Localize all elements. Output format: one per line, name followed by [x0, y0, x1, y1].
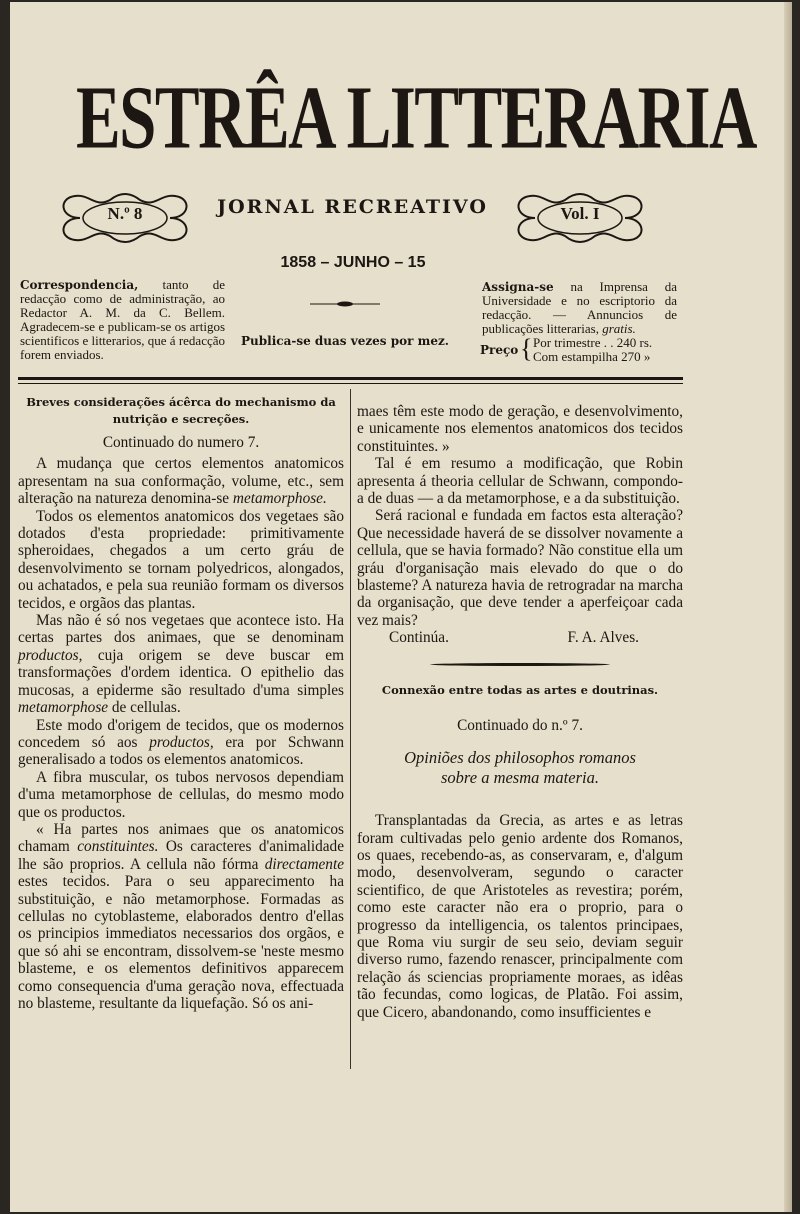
price-label: Preço: [480, 343, 519, 357]
column-divider: [350, 389, 351, 1069]
paragraph: Este modo d'origem de tecidos, que os modernos concedem só aos productos, era por Schwann generalisado a todos os elementos anatomicos.: [18, 716, 344, 769]
rule-ornament-icon: [310, 301, 380, 307]
author-name: F. A. Alves.: [567, 629, 639, 647]
paragraph: Tal é em resumo a modificação, que Robin apresenta á theoria cellular de Schwann, compondo-a de duas — a da metamorphose, e a da substituição.: [357, 455, 683, 508]
subscription-text: na Imprensa da Universidade e no escriptorio da redacção. — Annuncios de publicações litterarias,: [482, 279, 677, 336]
masthead-title: ESTRÊA LITTERARIA: [76, 66, 756, 168]
issue-date: 1858 – JUNHO – 15: [280, 254, 426, 271]
paragraph: Todos os elementos anatomicos dos vegetaes são dotados d'esta propriedade: primitivamente spheroidaes, chegados a um certo gráu de desenvolvimento se tornam polyedricos, alongados, ou achatados, e pela sua reunião formam os diversos tecidos, e orgãos das plantas.: [18, 507, 344, 612]
subscription-lead: Assigna-se: [482, 280, 554, 294]
paragraph: maes têm este modo de geração, e desenvolvimento, e unicamente nos elementos anatomicos dos tecidos constituintes. »: [357, 403, 683, 455]
continued-note: Continuado do n.º 7.: [457, 716, 583, 734]
continues-note: Continúa.: [389, 629, 449, 647]
paragraph: Será racional e fundada em factos esta alteração? Que necessidade haverá de se dissolver novamente a cellula, que se havia formado? Não constitue ella um gráu d'organisação mais elevado do que o do blasteme? A natureza havia de retrogradar na marcha da organisação, que deve tender a aperfeiçoar cada vez mais?: [357, 507, 683, 629]
continued-note: Continuado do numero 7.: [102, 434, 260, 451]
paragraph: « Ha partes nos animaes que os anatomicos chamam constituintes. Os caracteres d'animalidade lhe são proprios. A cellula não fórma directamente estes tecidos. Para o seu apparecimento ha substituição, e não metamorphose. Formadas as cellulas no cytoblasteme, elaborados dentro d'ellas os principios immediatos necessarios dos orgãos, e que só ahi se encontram, dissolvem-se 'neste mesmo blasteme, e os elementos definitivos apparecem como consequencia d'uma geração nova, effectuada no blasteme, resultante da liquefação. Só os ani-: [18, 820, 344, 1012]
issue-number: N.º 8: [107, 204, 143, 223]
article-signature: [357, 629, 683, 646]
publication-frequency: Publica-se duas vezes por mez.: [241, 334, 449, 348]
section-separator: [430, 663, 610, 666]
correspondence-lead: Correspondencia,: [20, 278, 139, 292]
price-stamped: Com estampilha 270 »: [533, 349, 651, 364]
subscription-notice: [482, 280, 677, 336]
article-subtitle: Opiniões dos philosophos romanos sobre a mesma materia.: [404, 748, 636, 788]
newspaper-page: [10, 2, 792, 1212]
volume-number: Vol. I: [560, 204, 600, 223]
paragraph: A fibra muscular, os tubos nervosos dependiam d'uma metamorphose de cellulas, do mesmo modo que os productos.: [18, 768, 344, 821]
volume-cartouche: [505, 178, 655, 258]
paragraph: A mudança que certos elementos anatomicos apresentam na sua conformação, volume, etc., sem alteração na natureza denomina-se metamorphose.: [18, 455, 344, 508]
left-column: [18, 394, 344, 1012]
subscription-gratis: gratis.: [602, 321, 636, 336]
correspondence-text: tanto de redacção como de administração, ao Redactor A. M. da C. Bellem. Agradecem-se e publicam-se os artigos scientificos e litterarios, que á redacção forem enviados.: [20, 277, 226, 362]
right-column: [357, 403, 683, 1021]
paragraph: Mas não é só nos vegetaes que acontece isto. Ha certas partes dos animaes, que se denominam productos, cuja origem se deve buscar em transformações d'ordem identica. O epithelio das mucosas, a epiderme são resultado d'uma simples metamorphose de cellulas.: [18, 612, 344, 717]
article-heading: Connexão entre todas as artes e doutrinas.: [381, 682, 659, 697]
brace-icon: {: [520, 334, 533, 363]
journal-subtitle: JORNAL RECREATIVO: [217, 196, 488, 218]
header-rule-thick: [18, 377, 683, 380]
correspondence-notice: [20, 278, 225, 362]
price-quarterly: Por trimestre . . 240 rs.: [533, 335, 653, 350]
article-heading: Breves considerações ácêrca do mechanismo da nutrição e secreções.: [26, 395, 336, 426]
issue-number-cartouche: [50, 178, 200, 258]
page-edge: [784, 2, 792, 1212]
header-rule-thin: [18, 383, 683, 384]
paragraph: Transplantadas da Grecia, as artes e as letras foram cultivadas pelo genio ardente dos Romanos, os quaes, recebendo-as, as conservaram, e, d'algum modo, desenvolveram, segundo o caracter scientifico, de que Aristoteles as revestira; porém, como este caracter não era o proprio, para o progresso da intelligencia, os talentos principaes, que Roma viu surgir de seu seio, deviam seguir diverso rumo, fazendo renascer, principalmente com relação ás sciencias propriamente moraes, as idêas tão fecundas, como logicas, de Platão. Foi assim, que Cicero, abandonando, como insufficientes e: [357, 812, 683, 1021]
